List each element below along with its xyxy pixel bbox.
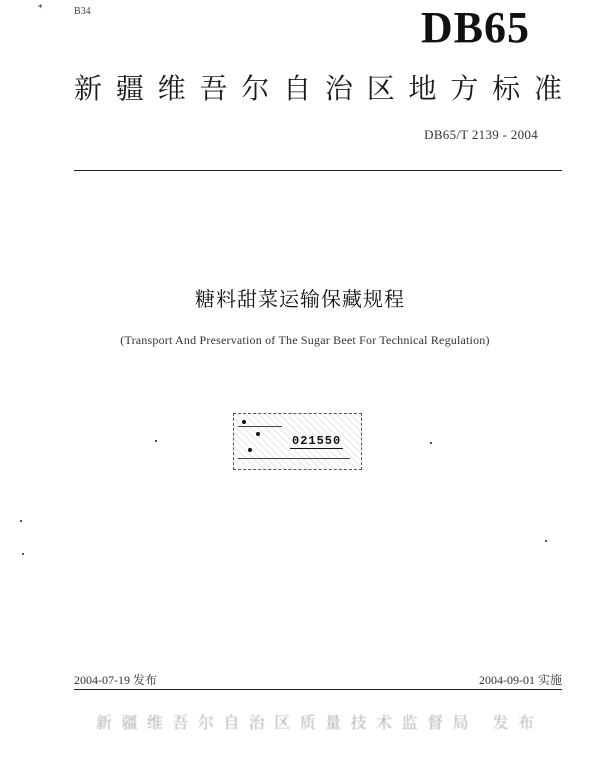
standard-logo: DB65 [420,3,530,52]
header-divider [74,170,562,171]
stamp-mark [256,432,260,436]
stamp-line [238,458,350,459]
issuing-authority: 新疆维吾尔自治区质量技术监督局 发布 [96,713,536,732]
implement-date: 2004-09-01 实施 [479,673,562,687]
document-title: 糖料甜菜运输保藏规程 [195,287,405,311]
scan-speck [155,440,157,442]
publish-date: 2004-07-19 发布 [74,673,157,687]
stamp-number: 021550 [292,434,342,448]
scan-speck [20,520,22,522]
classification-code: B34 [74,6,91,17]
standard-category: 新 疆 维 吾 尔 自 治 区 地 方 标 准 [74,72,562,105]
document-subtitle: (Transport And Preservation of The Sugar Beet For Technical Regulation) [120,333,490,347]
stamp-mark [248,448,252,452]
scan-speck [22,553,24,555]
scan-speck [430,442,432,444]
standard-number: DB65/T 2139 - 2004 [424,127,538,142]
stamp-mark [242,420,246,424]
library-stamp [233,413,362,470]
stamp-line [238,426,282,427]
footer-divider [74,689,562,690]
scan-speck [545,540,547,542]
scan-mark: * [38,4,43,14]
